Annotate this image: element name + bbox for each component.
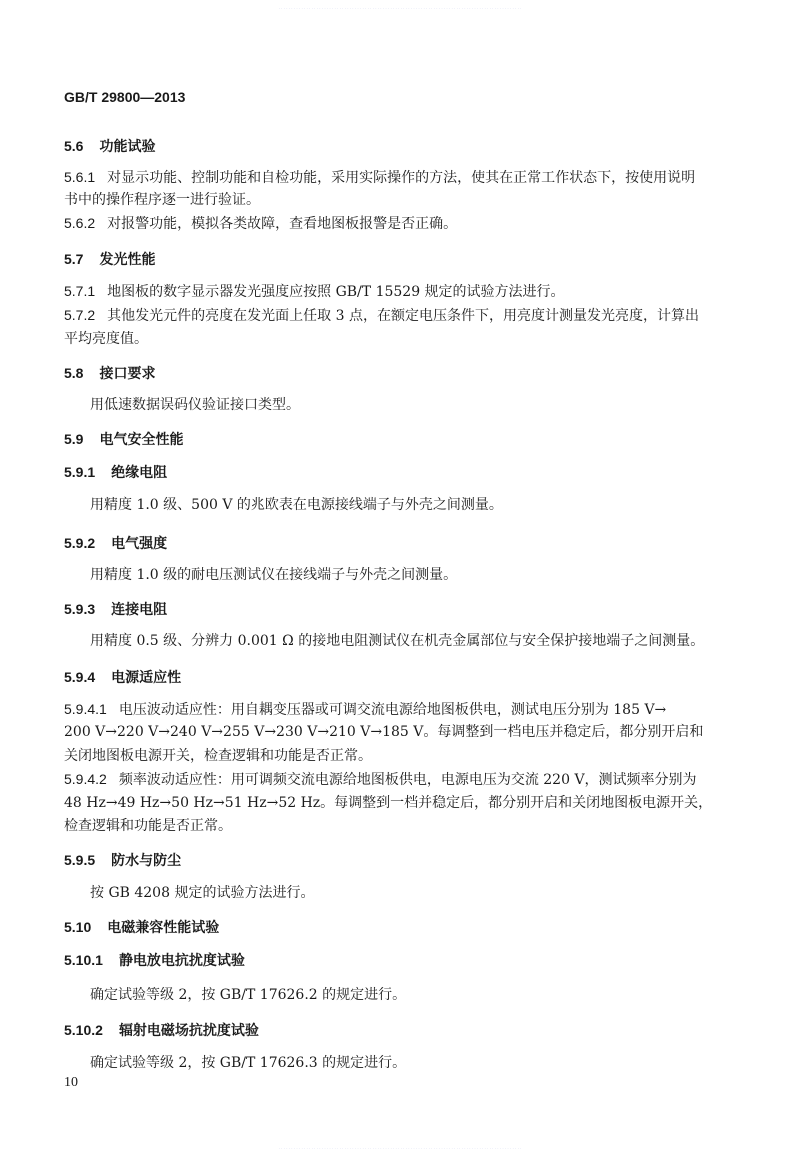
clause-text: 200 V→220 V→240 V→255 V→230 V→210 V→185 V。每调整到一档电压并稳定后，都分别开启和	[64, 724, 704, 740]
section-number: 5.8	[64, 365, 84, 381]
clause-line	[64, 331, 148, 348]
clause-line	[64, 771, 697, 789]
section-number: 5.10.2	[64, 1022, 103, 1038]
section-number: 5.6	[64, 138, 84, 154]
section-title: 静电放电抗扰度试验	[118, 953, 245, 969]
document-header: GB/T 29800—2013	[64, 89, 186, 105]
clause-line	[64, 795, 712, 812]
clause-line	[64, 701, 666, 719]
paragraph-text: 确定试验等级 2，按 GB/T 17626.2 的规定进行。	[90, 987, 407, 1003]
section-number: 5.9.5	[64, 852, 96, 868]
section-heading	[64, 138, 155, 156]
section-title: 发光性能	[99, 252, 156, 268]
clause-text: 对显示功能、控制功能和自检功能，采用实际操作的方法，使其在正常工作状态下，按使用说明	[107, 170, 696, 186]
clause-number: 5.6.1	[64, 169, 96, 185]
clause-text: 关闭地图板电源开关，检查逻辑和功能是否正常。	[64, 748, 372, 764]
paragraph-text: 用精度 1.0 级、500 V 的兆欧表在电源接线端子与外壳之间测量。	[90, 497, 503, 513]
section-title: 防水与防尘	[111, 853, 182, 869]
section-title: 电气强度	[111, 536, 168, 552]
clause-line	[64, 215, 457, 233]
watermark-bottom: · · · · · · · · · · · · · · · · · · · · · · · · · · · · · · · · · · · · · · · · · · · · · · · · · · · · · · · · · · · · · · · · · · · · · · · · · · · · · · · · · · · · · · · · · · · · · · · ·	[278, 1146, 522, 1151]
section-number: 5.9.1	[64, 464, 96, 480]
clause-text: 平均亮度值。	[64, 331, 148, 347]
section-heading	[64, 464, 167, 482]
clause-line	[64, 307, 699, 325]
paragraph	[90, 567, 457, 584]
clause-text: 检查逻辑和功能是否正常。	[64, 818, 232, 834]
section-title: 连接电阻	[111, 602, 168, 618]
clause-text: 其他发光元件的亮度在发光面上任取 3 点，在额定电压条件下，用亮度计测量发光亮度，计算出	[107, 308, 699, 324]
paragraph-text: 用精度 0.5 级、分辨力 0.001 Ω 的接地电阻测试仪在机壳金属部位与安全保护接地端子之间测量。	[90, 633, 705, 649]
section-number: 5.9	[64, 431, 84, 447]
paragraph-text: 确定试验等级 2，按 GB/T 17626.3 的规定进行。	[90, 1055, 407, 1071]
clause-number: 5.9.4.2	[64, 771, 107, 787]
section-heading	[64, 431, 183, 449]
paragraph	[90, 397, 300, 414]
clause-number: 5.7.2	[64, 307, 96, 323]
section-number: 5.9.4	[64, 669, 96, 685]
clause-text: 书中的操作程序逐一进行验证。	[64, 192, 260, 208]
section-heading	[64, 852, 181, 870]
paragraph	[90, 987, 406, 1004]
section-heading	[64, 919, 219, 937]
clause-line	[64, 169, 695, 187]
section-number: 5.10.1	[64, 952, 103, 968]
section-heading	[64, 535, 167, 553]
paragraph	[90, 633, 704, 650]
clause-text: 地图板的数字显示器发光强度应按照 GB/T 15529 规定的试验方法进行。	[107, 284, 565, 300]
clause-line	[64, 748, 372, 765]
section-title: 绝缘电阻	[111, 465, 168, 481]
page-number: 10	[64, 1075, 78, 1090]
clause-number: 5.7.1	[64, 283, 96, 299]
clause-text: 对报警功能，模拟各类故障，查看地图板报警是否正确。	[107, 216, 458, 232]
clause-text: 48 Hz→49 Hz→50 Hz→51 Hz→52 Hz。每调整到一档并稳定后，都分别开启和关闭地图板电源开关，	[64, 795, 713, 811]
clause-text: 频率波动适应性：用可调频交流电源给地图板供电，电源电压为交流 220 V，测试频率分别为	[118, 772, 697, 788]
section-title: 辐射电磁场抗扰度试验	[118, 1023, 259, 1039]
section-heading	[64, 669, 181, 687]
section-number: 5.9.3	[64, 601, 96, 617]
paragraph-text: 用低速数据误码仪验证接口类型。	[90, 397, 300, 413]
clause-text: 电压波动适应性：用自耦变压器或可调交流电源给地图板供电，测试电压分别为 185 V→	[118, 702, 667, 718]
paragraph	[90, 885, 314, 902]
section-heading	[64, 952, 245, 970]
section-heading	[64, 601, 167, 619]
section-heading	[64, 365, 155, 383]
section-title: 电磁兼容性能试验	[107, 920, 220, 936]
paragraph	[90, 1055, 406, 1072]
clause-line	[64, 283, 565, 301]
paragraph	[90, 497, 503, 514]
clause-line	[64, 192, 260, 209]
section-title: 功能试验	[99, 139, 156, 155]
section-title: 电源适应性	[111, 670, 182, 686]
clause-number: 5.9.4.1	[64, 701, 107, 717]
paragraph-text: 按 GB 4208 规定的试验方法进行。	[90, 885, 315, 901]
paragraph-text: 用精度 1.0 级的耐电压测试仪在接线端子与外壳之间测量。	[90, 567, 458, 583]
clause-number: 5.6.2	[64, 215, 96, 231]
section-number: 5.7	[64, 251, 84, 267]
section-number: 5.10	[64, 919, 92, 935]
section-number: 5.9.2	[64, 535, 96, 551]
section-heading	[64, 251, 155, 269]
section-heading	[64, 1022, 259, 1040]
clause-line	[64, 724, 703, 741]
clause-line	[64, 818, 232, 835]
watermark-top: · · · · · · · · · · · · · · · · · · · · · · · · · · · · · · · · · · · · · · · · · · · · · · · · · · · · · · · · · · · · · · · · · · · · · · · · · · · · · · · · · · · · · · · · · · · · · · · ·	[278, 6, 522, 11]
section-title: 电气安全性能	[99, 432, 184, 448]
section-title: 接口要求	[99, 366, 156, 382]
